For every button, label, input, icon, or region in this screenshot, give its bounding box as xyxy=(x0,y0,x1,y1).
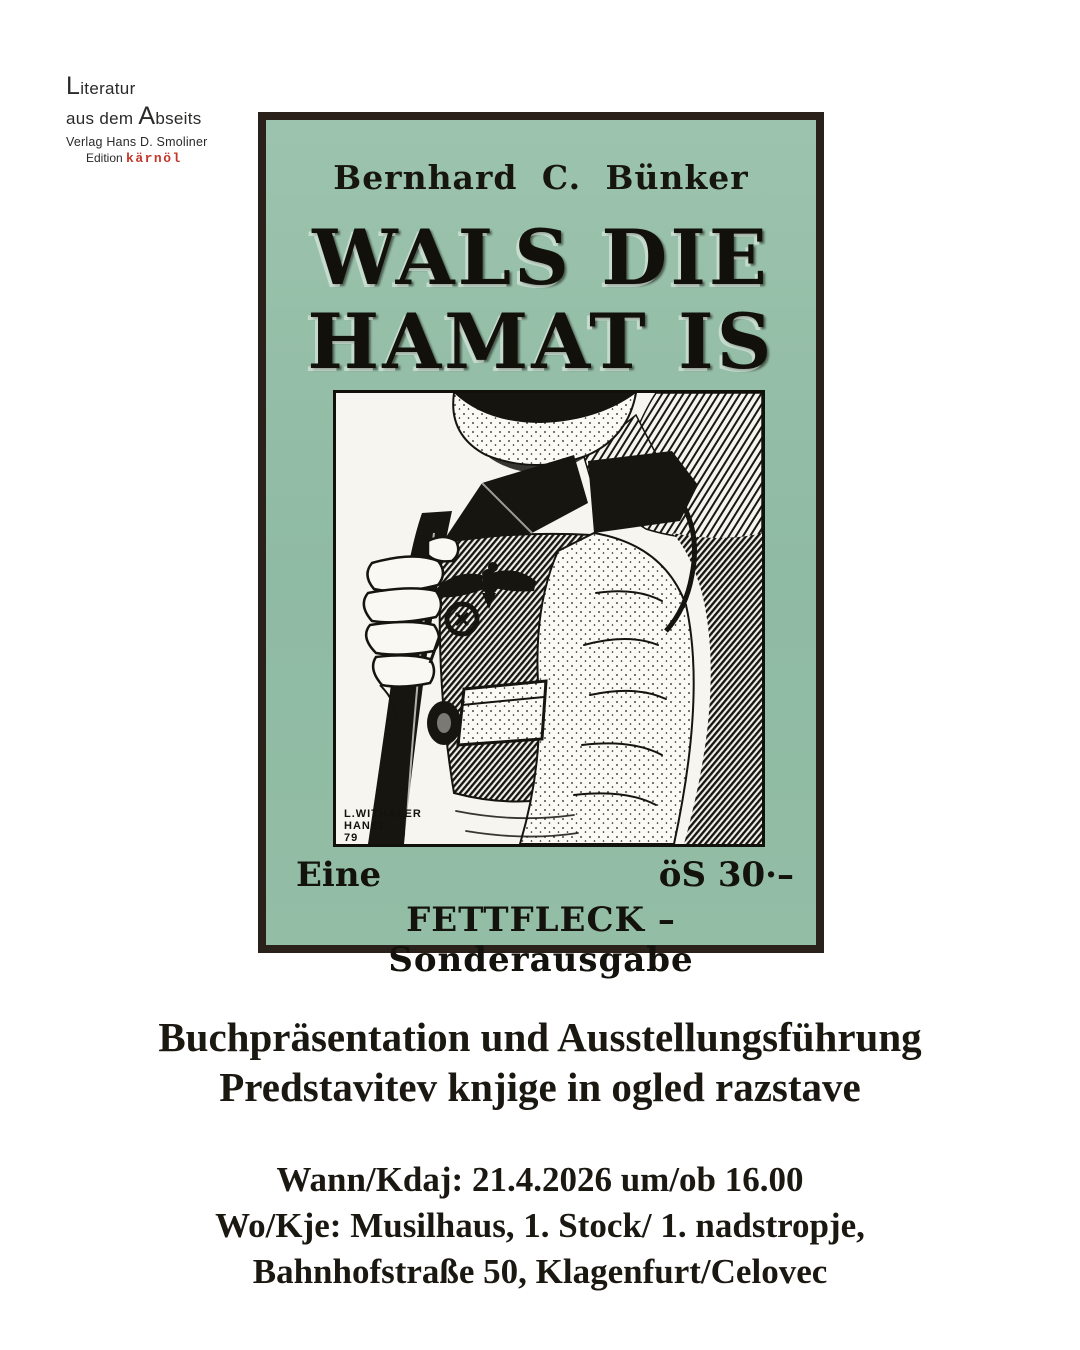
event-details xyxy=(0,1157,1080,1295)
event-heading-german: Buchpräsentation und Ausstellungsführung xyxy=(158,1014,922,1060)
price: öS 30·– xyxy=(658,855,794,895)
event-where-line1: Wo/Kje: Musilhaus, 1. Stock/ 1. nadstropje, xyxy=(215,1206,865,1245)
signature-line2: HANSI xyxy=(344,820,384,832)
book-author: Bernhard C. Bünker xyxy=(333,158,749,197)
logo-text-aus-dem: aus dem xyxy=(66,108,139,128)
book-cover xyxy=(258,112,824,980)
book-cover-illustration xyxy=(333,390,765,847)
logo-text-bseits: bseits xyxy=(155,108,202,128)
logo-edition-line xyxy=(86,151,207,166)
event-heading-slovene: Predstavitev knjige in ogled razstave xyxy=(219,1064,861,1110)
logo-text-iteratur: iteratur xyxy=(80,79,136,98)
book-title-line2: HAMAT IS xyxy=(307,297,775,386)
cover-bottom-row xyxy=(296,855,794,895)
event-heading xyxy=(0,1012,1080,1112)
soldier-drawing xyxy=(336,393,762,844)
book-title-line1: WALS DIE xyxy=(312,213,770,302)
edition-label: Edition xyxy=(86,150,127,165)
signature-line3: 79 xyxy=(344,832,359,844)
event-where-line2: Bahnhofstraße 50, Klagenfurt/Celovec xyxy=(252,1252,828,1291)
edition-line: FETTFLECK – Sonderausgabe xyxy=(388,900,694,980)
edition-brand-kaernoel: kärnöl xyxy=(126,150,182,166)
event-when: Wann/Kdaj: 21.4.2026 um/ob 16.00 xyxy=(276,1160,804,1199)
publisher-logo xyxy=(66,72,207,166)
logo-line-literatur xyxy=(66,72,207,102)
book-title xyxy=(266,213,816,386)
signature-line1: L.WITHALER xyxy=(344,808,422,820)
logo-verlag-line: Verlag Hans D. Smoliner xyxy=(66,135,208,149)
logo-initial-l: L xyxy=(66,72,81,100)
edition-prefix: Eine xyxy=(296,855,382,895)
logo-line-abseits xyxy=(66,102,207,132)
logo-initial-a: A xyxy=(138,101,156,130)
